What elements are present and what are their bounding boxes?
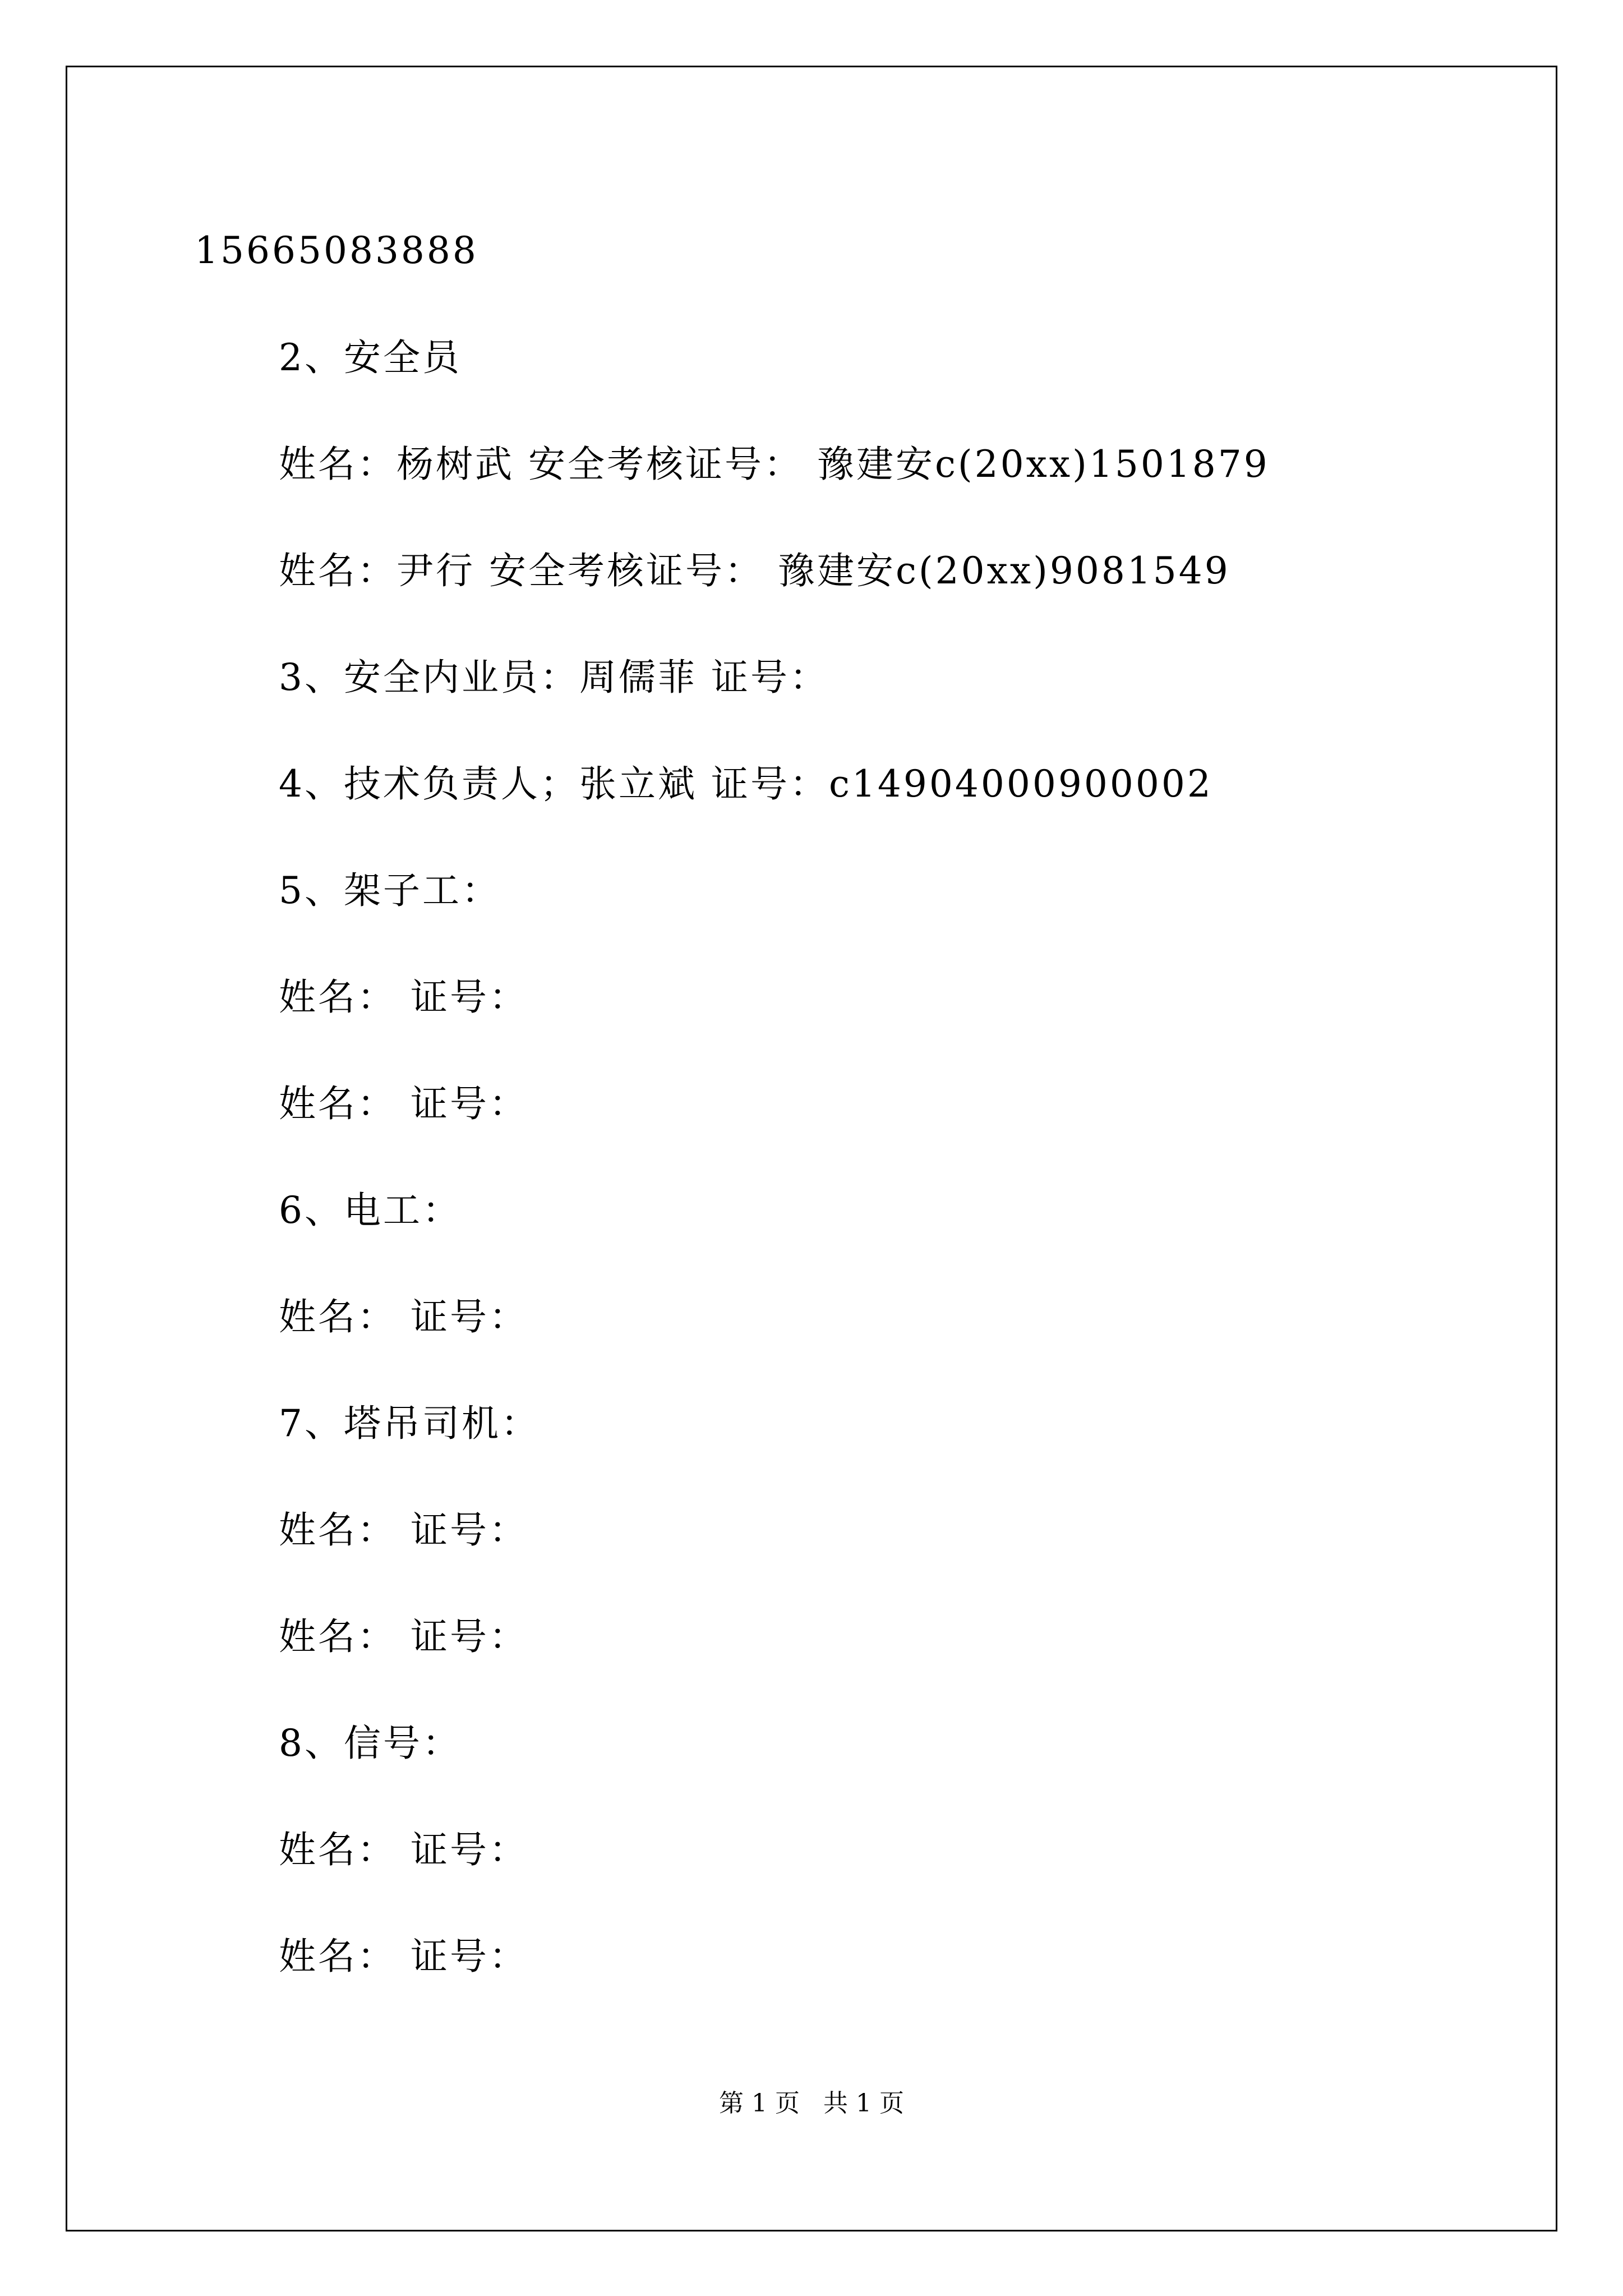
page-border [66,66,1557,2231]
signalman-entry: 姓名： 证号： [279,1935,528,1978]
section-heading-safety-officer: 2、安全员 [279,336,462,379]
section-heading-scaffolder: 5、架子工： [279,869,501,912]
phone-number: 15665083888 [195,229,478,272]
safety-officer-entry: 姓名：尹行 安全考核证号： 豫建安c(20xx)9081549 [279,549,1230,592]
electrician-entry: 姓名： 证号： [279,1295,528,1338]
crane-operator-entry: 姓名： 证号： [279,1508,528,1552]
crane-operator-entry: 姓名： 证号： [279,1615,528,1658]
section-heading-crane-operator: 7、塔吊司机： [279,1402,540,1445]
section-heading-electrician: 6、电工： [279,1189,462,1232]
signalman-entry: 姓名： 证号： [279,1828,528,1871]
safety-officer-entry: 姓名：杨树武 安全考核证号： 豫建安c(20xx)1501879 [279,443,1270,486]
scaffolder-entry: 姓名： 证号： [279,976,528,1019]
section-heading-technical-lead: 4、技术负责人；张立斌 证号：c14904000900002 [279,762,1213,806]
page-footer: 第 1 页 共 1 页 [719,2089,904,2118]
scaffolder-entry: 姓名： 证号： [279,1082,528,1125]
section-heading-signalman: 8、信号： [279,1722,462,1765]
section-heading-safety-clerk: 3、安全内业员：周儒菲 证号： [279,656,829,699]
